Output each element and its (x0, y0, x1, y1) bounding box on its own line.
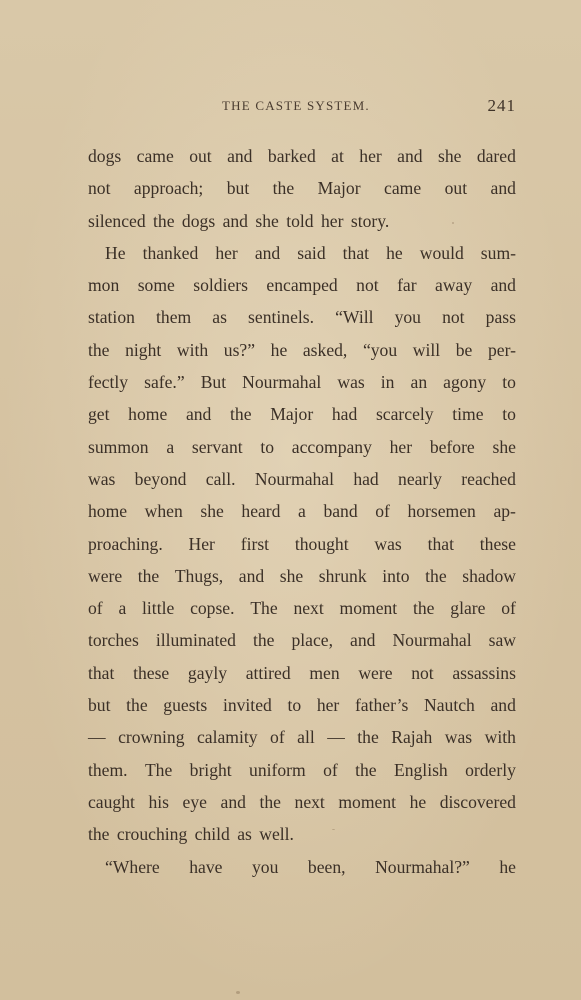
text-word: call. (205, 468, 236, 489)
text-word: invited (222, 695, 272, 716)
text-word: and (350, 630, 376, 651)
text-word: beyond (134, 468, 187, 489)
text-word: her (389, 436, 413, 457)
text-line (88, 660, 516, 692)
text-word: he (386, 242, 403, 263)
text-word: sum- (480, 242, 516, 263)
text-word: pass (485, 307, 516, 328)
text-word: Nourmahal (254, 468, 335, 489)
text-word: came (384, 178, 422, 199)
text-word: safe.” (144, 372, 185, 393)
text-line (88, 272, 516, 304)
text-word: little (142, 598, 175, 619)
text-word: calamity (196, 727, 258, 748)
text-word: in (380, 372, 395, 393)
text-word: get (88, 404, 110, 425)
text-line (88, 498, 516, 530)
text-word: the (425, 565, 447, 586)
text-word: away (435, 275, 473, 296)
text-word: he (409, 791, 427, 812)
text-word: the (230, 404, 252, 425)
text-word: accompany (291, 436, 372, 457)
text-word: servant (191, 436, 243, 457)
text-word: some (137, 275, 175, 296)
text-word: of (501, 598, 516, 619)
text-word: Rajah (391, 727, 433, 748)
text-word: band (323, 501, 358, 522)
text-word: to (502, 372, 516, 393)
text-word: dogs (88, 146, 122, 166)
text-word: he (499, 856, 516, 877)
text-word: orderly (465, 759, 516, 780)
text-word: the (357, 727, 379, 748)
text-word: crowning (118, 727, 185, 748)
text-line (88, 240, 516, 272)
text-word: a (166, 436, 175, 457)
text-word: night (125, 339, 162, 360)
text-word: Thugs, (174, 565, 224, 586)
text-word: uniform (249, 759, 306, 780)
text-line (88, 563, 516, 595)
text-word: glare (450, 598, 486, 619)
text-word: into (382, 565, 410, 586)
text-word: as (212, 307, 227, 328)
text-word: first (240, 533, 270, 554)
text-line (88, 175, 516, 207)
paper-speck (236, 991, 240, 994)
text-word: to (287, 695, 302, 716)
paper-speck (452, 222, 454, 224)
text-word: the (412, 598, 435, 619)
text-word: not (442, 307, 465, 328)
text-word: Nourmahal (392, 630, 472, 651)
text-word: at (331, 146, 344, 166)
text-word: far (397, 275, 417, 296)
text-word: a (118, 598, 127, 619)
text-word: came (136, 146, 174, 166)
text-word: illuminated (155, 630, 236, 651)
running-title: THE CASTE SYSTEM. (222, 98, 370, 113)
text-word: shadow (462, 565, 516, 586)
text-word: reached (461, 468, 516, 489)
text-word: caught (88, 791, 135, 812)
text-word: a (298, 501, 306, 522)
text-word: that (88, 662, 115, 683)
text-word: and (397, 146, 423, 166)
text-word: an (410, 372, 428, 393)
text-word: proaching. (88, 533, 163, 554)
text-word: all (297, 727, 315, 748)
text-word: but (226, 178, 250, 199)
text-word: heard (241, 501, 281, 522)
text-word: his (148, 791, 169, 812)
text-word: would (419, 242, 464, 263)
text-word: out (189, 146, 212, 166)
text-word: Nourmahal?” (375, 856, 470, 877)
text-word: gayly (187, 662, 228, 683)
text-word: barked (267, 146, 316, 166)
text-word: of (375, 501, 390, 522)
text-line: silenced the dogs and she told her story. (88, 210, 390, 231)
text-line (88, 466, 516, 498)
text-word: were (358, 662, 393, 683)
text-line (88, 143, 516, 175)
text-line (88, 692, 516, 724)
text-word: bright (189, 759, 232, 780)
text-word: home (128, 404, 168, 425)
text-word: the (259, 791, 281, 812)
text-word: and (185, 404, 212, 425)
text-word: had (331, 404, 358, 425)
text-word: but (88, 695, 111, 716)
text-word: had (353, 468, 379, 489)
text-word: soldiers (193, 275, 248, 296)
paper-speck (332, 829, 335, 830)
text-word: and (227, 146, 253, 166)
text-word: father’s (354, 695, 409, 716)
text-word: them (156, 307, 192, 328)
text-word: you (394, 307, 421, 328)
text-word: and (220, 791, 246, 812)
text-word: with (484, 727, 516, 748)
text-word: be (455, 339, 473, 360)
text-word: guests (163, 695, 208, 716)
text-word: and (254, 242, 281, 263)
text-word: out (444, 178, 468, 199)
text-word: dared (476, 146, 516, 166)
text-word: “Will (335, 307, 374, 328)
text-word: she (492, 436, 516, 457)
text-word: the (252, 630, 275, 651)
text-word: place, (291, 630, 334, 651)
text-word: But (200, 372, 227, 393)
text-word: discovered (439, 791, 516, 812)
text-word: with (176, 339, 209, 360)
text-word: ap- (493, 501, 516, 522)
text-word: Nourmahal (242, 372, 322, 393)
text-word: encamped (266, 275, 338, 296)
text-word: shrunk (318, 565, 367, 586)
text-word: of (88, 598, 103, 619)
text-word: summon (88, 436, 149, 457)
text-word: home (88, 501, 128, 522)
text-line (88, 531, 516, 563)
text-word: you (251, 856, 279, 877)
text-word: have (189, 856, 223, 877)
text-word: the (126, 695, 148, 716)
text-word: moment (339, 598, 398, 619)
text-word: Her (188, 533, 215, 554)
text-word: was (88, 468, 116, 489)
text-word: she (279, 565, 304, 586)
text-word: was (444, 727, 473, 748)
text-word: and (238, 565, 265, 586)
text-word: asked, (302, 339, 348, 360)
text-line (88, 337, 516, 369)
text-word: not (356, 275, 379, 296)
text-word: copse. (190, 598, 235, 619)
paper-speck (268, 704, 270, 706)
text-word: next (293, 598, 324, 619)
text-word: been, (307, 856, 346, 877)
text-word: assassins (452, 662, 516, 683)
text-word: fectly (88, 372, 129, 393)
text-word: and (490, 275, 516, 296)
text-word: he (270, 339, 288, 360)
text-line (88, 401, 516, 433)
body-text (88, 143, 516, 886)
text-word: The (144, 759, 173, 780)
text-word: these (133, 662, 170, 683)
text-word: men (309, 662, 340, 683)
text-word: per- (487, 339, 516, 360)
text-word: saw (488, 630, 516, 651)
text-word: Nautch (424, 695, 475, 716)
text-word: to (260, 436, 275, 457)
text-word: her (215, 242, 238, 263)
text-line (88, 434, 516, 466)
text-word: sentinels. (248, 307, 315, 328)
text-word: “you (362, 339, 398, 360)
text-word: scarcely (375, 404, 434, 425)
text-word: “Where (105, 856, 160, 877)
text-word: nearly (398, 468, 442, 489)
text-word: moment (338, 791, 397, 812)
text-word: Major (270, 404, 314, 425)
text-word: before (429, 436, 475, 457)
page-number: 241 (487, 96, 516, 115)
text-word: her (359, 146, 382, 166)
text-word: station (88, 307, 135, 328)
text-word: said (297, 242, 326, 263)
text-word: that (342, 242, 370, 263)
text-word: them. (88, 759, 128, 780)
text-word: and (490, 178, 516, 199)
text-word: will (412, 339, 441, 360)
text-line (88, 724, 516, 756)
text-word: were (88, 565, 123, 586)
text-word: — (88, 727, 106, 748)
text-word: He (105, 242, 126, 263)
text-word: that (427, 533, 454, 554)
text-word: thanked (142, 242, 199, 263)
text-word: the (272, 178, 295, 199)
text-word: was (337, 372, 365, 393)
text-line (88, 369, 516, 401)
text-line (88, 627, 516, 659)
text-word: her (316, 695, 340, 716)
text-word: attired (245, 662, 291, 683)
text-line (88, 757, 516, 789)
text-word: not (411, 662, 434, 683)
text-word: time (452, 404, 484, 425)
text-word: was (374, 533, 402, 554)
text-line (88, 304, 516, 336)
text-word: — (327, 727, 345, 748)
text-word: approach; (133, 178, 204, 199)
running-head (88, 96, 516, 120)
text-word: English (393, 759, 448, 780)
text-word: of (270, 727, 285, 748)
text-word: the (355, 759, 377, 780)
text-word: thought (294, 533, 349, 554)
text-word: eye (182, 791, 207, 812)
text-word: she (437, 146, 462, 166)
text-word: Major (317, 178, 361, 199)
text-word: to (502, 404, 516, 425)
text-line (88, 789, 516, 821)
text-word: next (294, 791, 325, 812)
text-word: agony (443, 372, 487, 393)
text-word: when (144, 501, 183, 522)
text-word: and (490, 695, 516, 716)
text-line: the crouching child as well. (88, 824, 294, 845)
text-line (88, 854, 516, 886)
text-word: mon (88, 275, 120, 296)
text-word: horsemen (407, 501, 476, 522)
text-word: of (323, 759, 338, 780)
text-word: the (88, 339, 110, 360)
text-word: she (200, 501, 224, 522)
text-word: these (479, 533, 516, 554)
text-line (88, 595, 516, 627)
text-word: not (88, 178, 111, 199)
text-word: torches (88, 630, 139, 651)
text-word: us?” (223, 339, 256, 360)
text-word: the (137, 565, 160, 586)
text-word: The (250, 598, 278, 619)
